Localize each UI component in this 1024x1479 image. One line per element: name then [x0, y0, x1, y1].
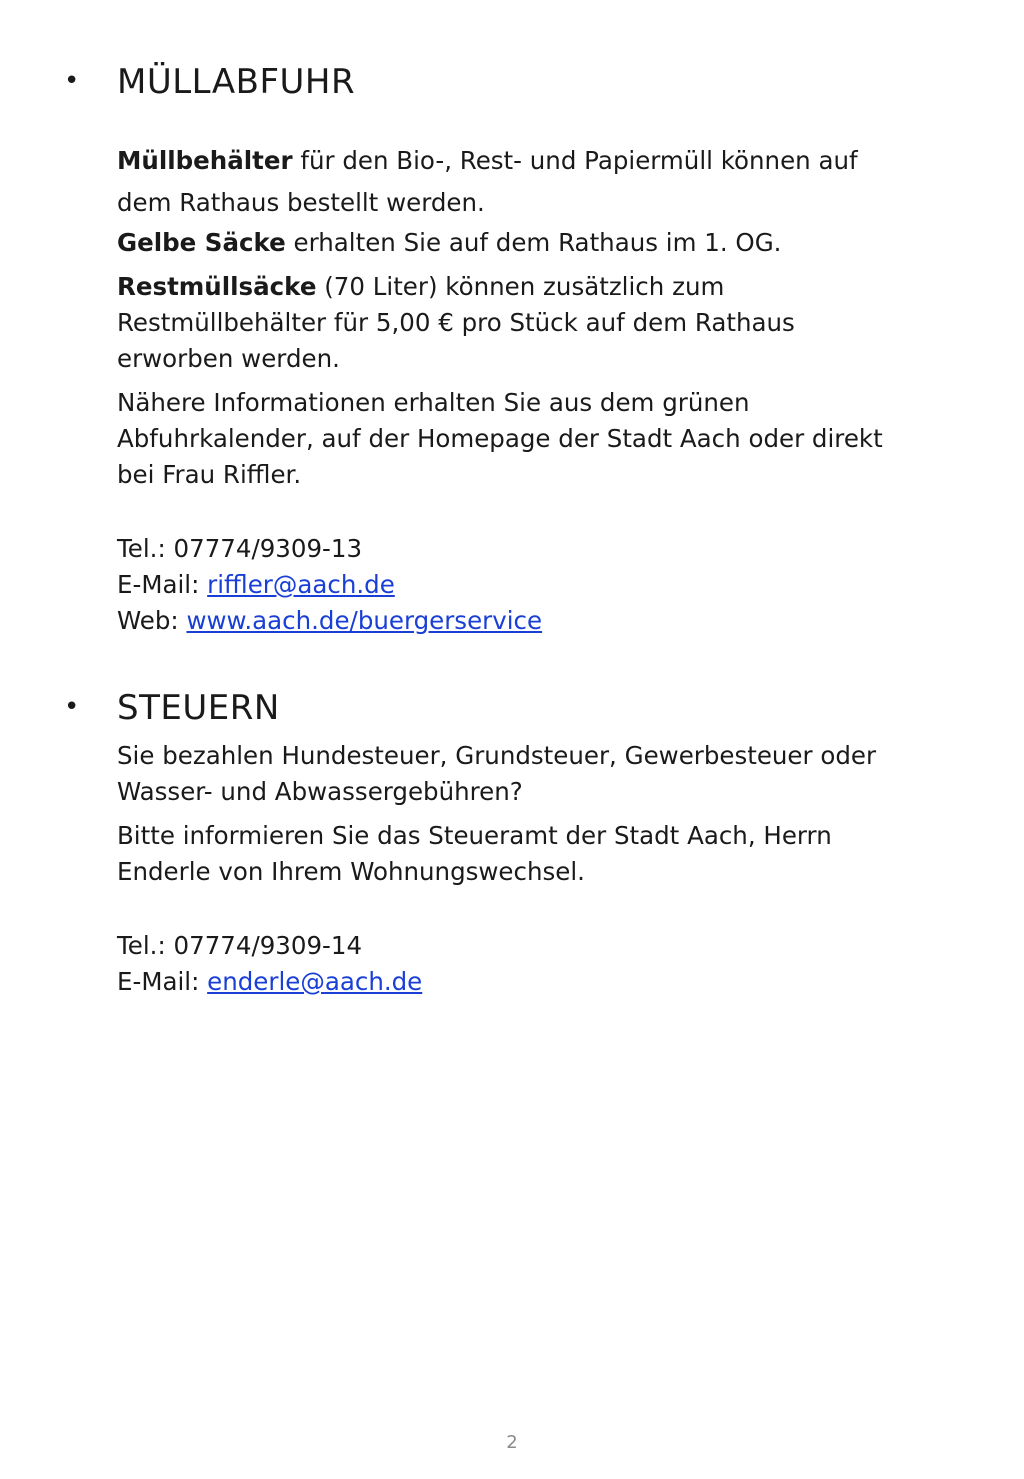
- paragraph-restmuellsaecke: [117, 269, 997, 377]
- bold-restmuellsaecke: Restmüllsäcke: [117, 272, 317, 301]
- web-label-muellabfuhr: Web:: [117, 606, 187, 635]
- contact-steuern: [117, 928, 422, 1000]
- email-link-enderle[interactable]: enderle@aach.de: [207, 967, 423, 996]
- email-label-muellabfuhr: E-Mail:: [117, 570, 208, 599]
- paragraph-steueramt: [117, 818, 997, 890]
- text-muellbehaelter-line2: dem Rathaus bestellt werden.: [117, 188, 485, 217]
- heading-steuern: STEUERN: [117, 688, 280, 728]
- bold-gelbe-saecke: Gelbe Säcke: [117, 228, 286, 257]
- text-gelbe-saecke: erhalten Sie auf dem Rathaus im 1. OG.: [285, 228, 782, 257]
- bullet-muellabfuhr: •: [64, 66, 80, 96]
- tel-muellabfuhr: Tel.: 07774/9309-13: [117, 534, 363, 563]
- text-info-line2: Abfuhrkalender, auf der Homepage der Stadt Aach oder direkt: [117, 424, 883, 453]
- text-restmuellsaecke-line2: Restmüllbehälter für 5,00 € pro Stück auf dem Rathaus: [117, 308, 795, 337]
- page-number: 2: [506, 1432, 518, 1453]
- bold-muellbehaelter: Müllbehälter: [117, 146, 293, 175]
- text-steuern-line1: Sie bezahlen Hundesteuer, Grundsteuer, Gewerbesteuer oder: [117, 741, 877, 770]
- text-info-line1: Nähere Informationen erhalten Sie aus dem grünen: [117, 388, 750, 417]
- text-restmuellsaecke-line3: erworben werden.: [117, 344, 340, 373]
- text-muellbehaelter: für den Bio-, Rest- und Papiermüll können auf: [292, 146, 858, 175]
- text-steuern-line2: Wasser- und Abwassergebühren?: [117, 777, 523, 806]
- paragraph-gelbe-saecke: [117, 225, 997, 261]
- tel-steuern: Tel.: 07774/9309-14: [117, 931, 363, 960]
- paragraph-naehere-informationen: [117, 385, 997, 493]
- heading-muellabfuhr: MÜLLABFUHR: [117, 62, 356, 102]
- paragraph-muellbehaelter: [117, 140, 997, 224]
- text-steueramt-line1: Bitte informieren Sie das Steueramt der Stadt Aach, Herrn: [117, 821, 832, 850]
- text-restmuellsaecke: (70 Liter) können zusätzlich zum: [316, 272, 725, 301]
- email-label-steuern: E-Mail:: [117, 967, 208, 996]
- email-link-riffler[interactable]: riffler@aach.de: [207, 570, 395, 599]
- contact-muellabfuhr: [117, 531, 542, 639]
- web-link-buergerservice[interactable]: www.aach.de/buergerservice: [186, 606, 543, 635]
- paragraph-steuern-info: [117, 738, 997, 810]
- text-steueramt-line2: Enderle von Ihrem Wohnungswechsel.: [117, 857, 585, 886]
- text-info-line3: bei Frau Riffler.: [117, 460, 302, 489]
- bullet-steuern: •: [64, 692, 80, 722]
